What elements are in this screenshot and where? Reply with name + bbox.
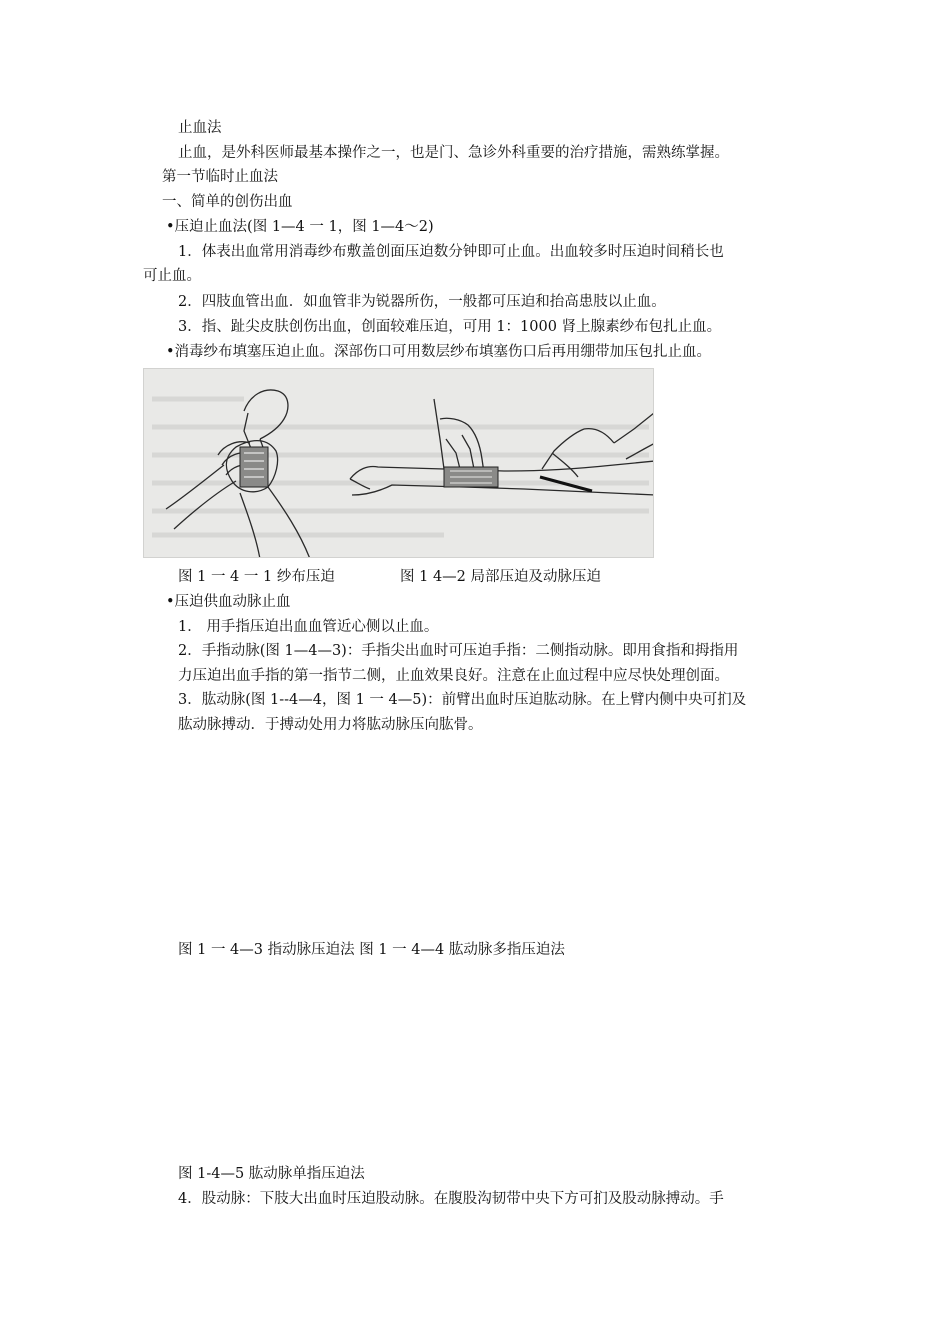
item-3: 3．指、趾尖皮肤创伤出血，创面较难压迫，可用 1：1000 肾上腺素纱布包扎止血。 xyxy=(178,319,722,335)
figure-caption-1-4-5: 图 1-4—5 肱动脉单指压迫法 xyxy=(178,1166,365,1182)
artery-item-2-line-1: 2．手指动脉(图 1—4—3)：手指尖出血时可压迫手指：二侧指动脉。即用食指和拇指用 xyxy=(178,643,739,659)
figure-caption-1-4-3-and-4: 图 1 一 4—3 指动脉压迫法 图 1 一 4—4 肱动脉多指压迫法 xyxy=(178,942,565,958)
bullet-packing: •消毒纱布填塞压迫止血。深部伤口可用数层纱布填塞伤口后再用绷带加压包扎止血。 xyxy=(166,344,712,360)
bullet-compression: •压迫止血法(图 1—4 一 1，图 1—4～2) xyxy=(166,219,434,235)
figure-caption-1-4-2: 图 1 4—2 局部压迫及动脉压迫 xyxy=(400,569,602,585)
subsection-heading: 一、简单的创伤出血 xyxy=(162,194,293,210)
intro-paragraph: 止血，是外科医师最基本操作之一，也是门、急诊外科重要的治疗措施，需熟练掌握。 xyxy=(178,145,729,161)
figure-gauze-and-arterial-compression xyxy=(143,368,654,558)
gauze-dressing xyxy=(444,467,498,487)
bullet-artery-compression: •压迫供血动脉止血 xyxy=(166,594,291,610)
artery-item-3-line-2: 肱动脉搏动．于搏动处用力将肱动脉压向肱骨。 xyxy=(178,717,483,733)
artery-item-3-line-1: 3．肱动脉(图 1--4—4，图 1 一 4—5)：前臂出血时压迫肱动脉。在上臂内侧中央可扪及 xyxy=(178,692,747,708)
artery-item-1: 1． 用手指压迫出血血管近心侧以止血。 xyxy=(178,619,439,635)
item-1-line-1: 1．体表出血常用消毒纱布敷盖创面压迫数分钟即可止血。出血较多时压迫时间稍长也 xyxy=(178,244,724,260)
item-2: 2．四肢血管出血．如血管非为锐器所伤，一般都可压迫和抬高患肢以止血。 xyxy=(178,294,666,310)
figure-caption-1-4-1: 图 1 一 4 一 1 纱布压迫 xyxy=(178,569,335,585)
page-title: 止血法 xyxy=(178,120,222,136)
item-4-femoral-artery: 4．股动脉：下肢大出血时压迫股动脉。在腹股沟韧带中央下方可扪及股动脉搏动。手 xyxy=(178,1191,724,1207)
figure-illustration xyxy=(144,369,654,558)
section-heading: 第一节临时止血法 xyxy=(162,169,278,185)
artery-item-2-line-2: 力压迫出血手指的第一指节二侧，止血效果良好。注意在止血过程中应尽快处理创面。 xyxy=(178,668,729,684)
item-1-line-2: 可止血。 xyxy=(143,268,201,284)
gauze-pad xyxy=(240,447,268,487)
